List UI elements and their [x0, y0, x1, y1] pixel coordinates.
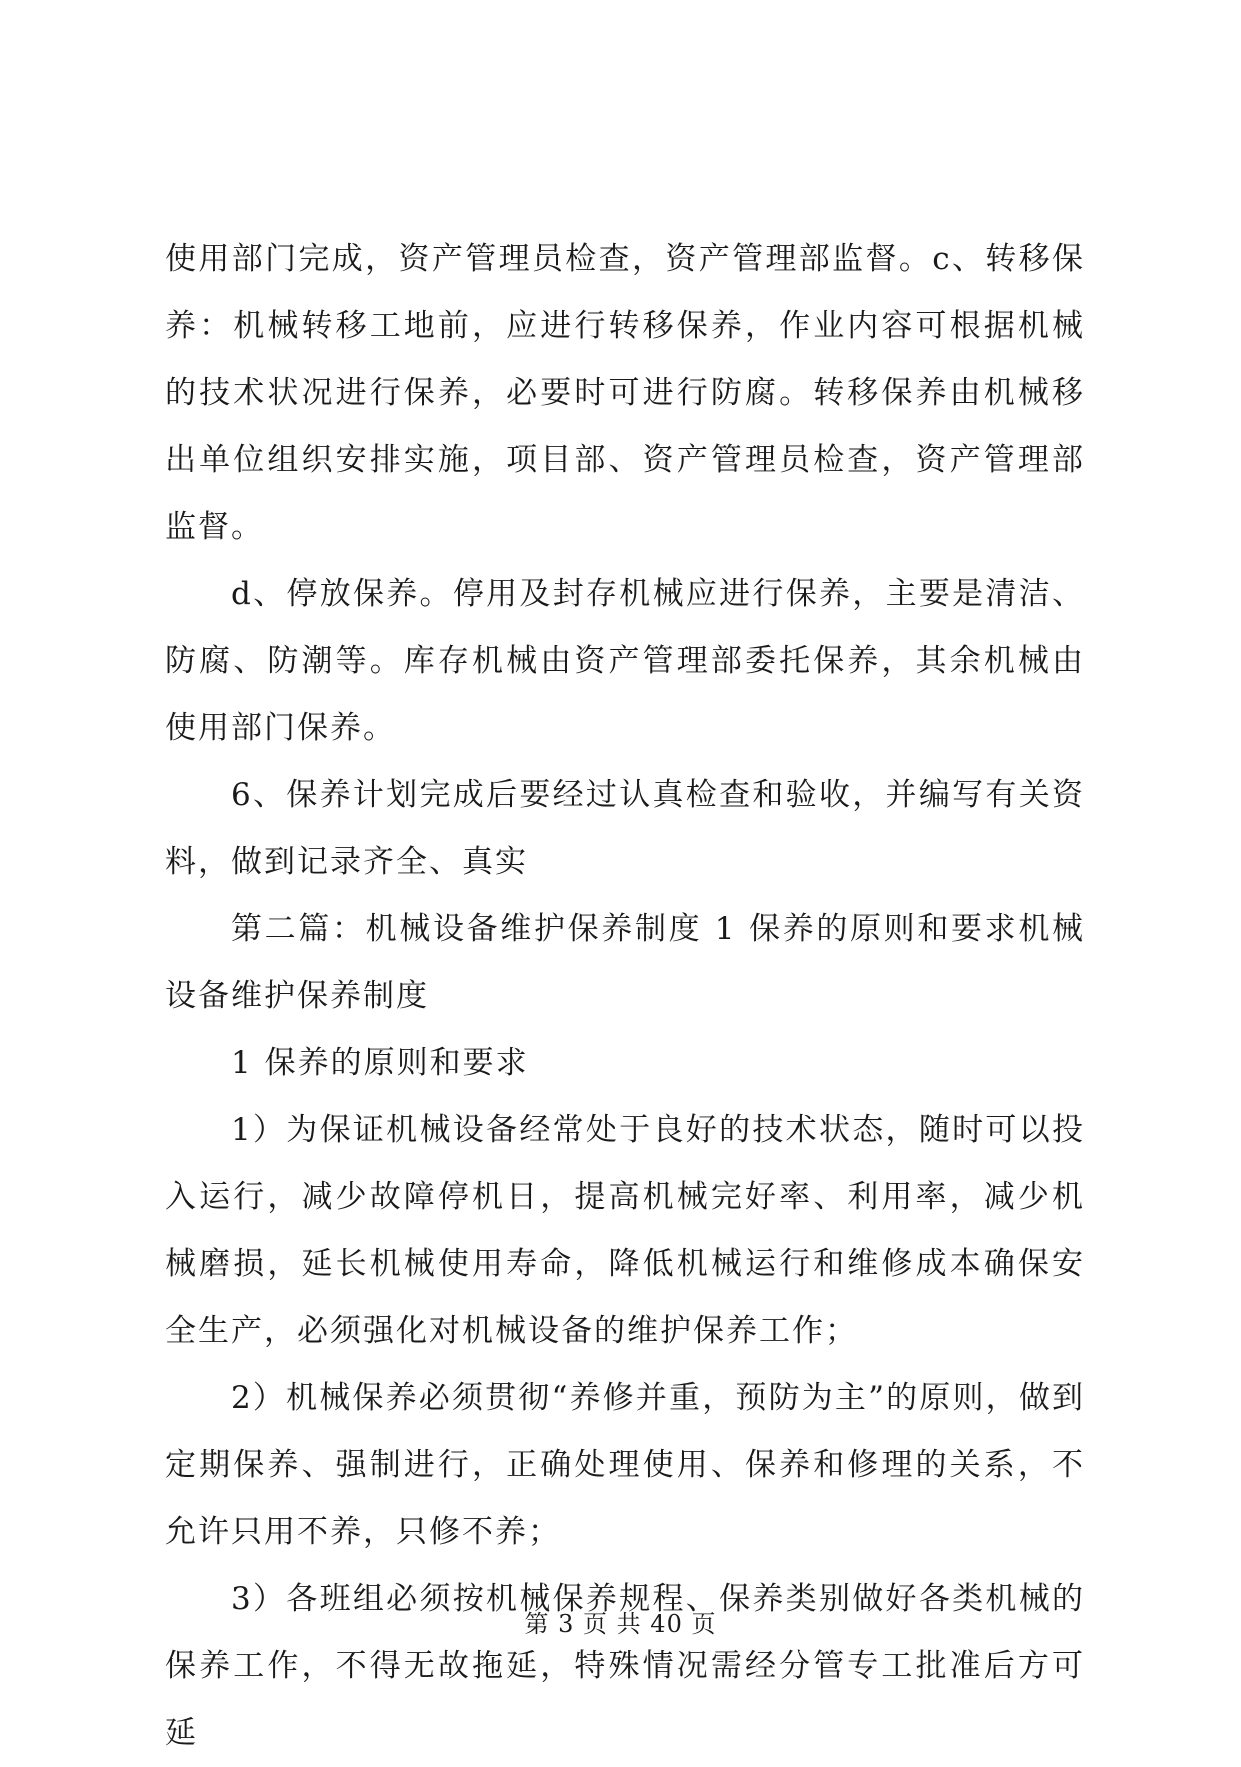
paragraph-7: 2）机械保养必须贯彻“养修并重，预防为主”的原则，做到定期保养、强制进行，正确处理使用、保养和修理的关系，不允许只用不养，只修不养； — [165, 1380, 1085, 1550]
paragraph-8: 3）各班组必须按机械保养规程、保养类别做好各类机械的保养工作，不得无故拖延，特殊情况需经分管专工批准后方可延 — [165, 1581, 1085, 1751]
paragraph-2: d、停放保养。停用及封存机械应进行保养，主要是清洁、防腐、防潮等。库存机械由资产管理部委托保养，其余机械由使用部门保养。 — [165, 576, 1085, 746]
paragraph-3: 6、保养计划完成后要经过认真检查和验收，并编写有关资料，做到记录齐全、真实 — [165, 777, 1085, 880]
paragraph-5: 1 保养的原则和要求 — [231, 1045, 529, 1081]
paragraph-4: 第二篇：机械设备维护保养制度 1 保养的原则和要求机械设备维护保养制度 — [165, 911, 1085, 1014]
document-body — [165, 226, 1085, 1767]
paragraph-1: 使用部门完成，资产管理员检查，资产管理部监督。c、转移保养：机械转移工地前，应进行转移保养，作业内容可根据机械的技术状况进行保养，必要时可进行防腐。转移保养由机械移出单位组织安排实施，项目部、资产管理员检查，资产管理部监督。 — [165, 241, 1085, 545]
paragraph-6: 1）为保证机械设备经常处于良好的技术状态，随时可以投入运行，减少故障停机日，提高机械完好率、利用率，减少机械磨损，延长机械使用寿命，降低机械运行和维修成本确保安全生产，必须强化对机械设备的维护保养工作； — [165, 1112, 1085, 1349]
page-footer: 第 3 页 共 40 页 — [524, 1610, 717, 1638]
